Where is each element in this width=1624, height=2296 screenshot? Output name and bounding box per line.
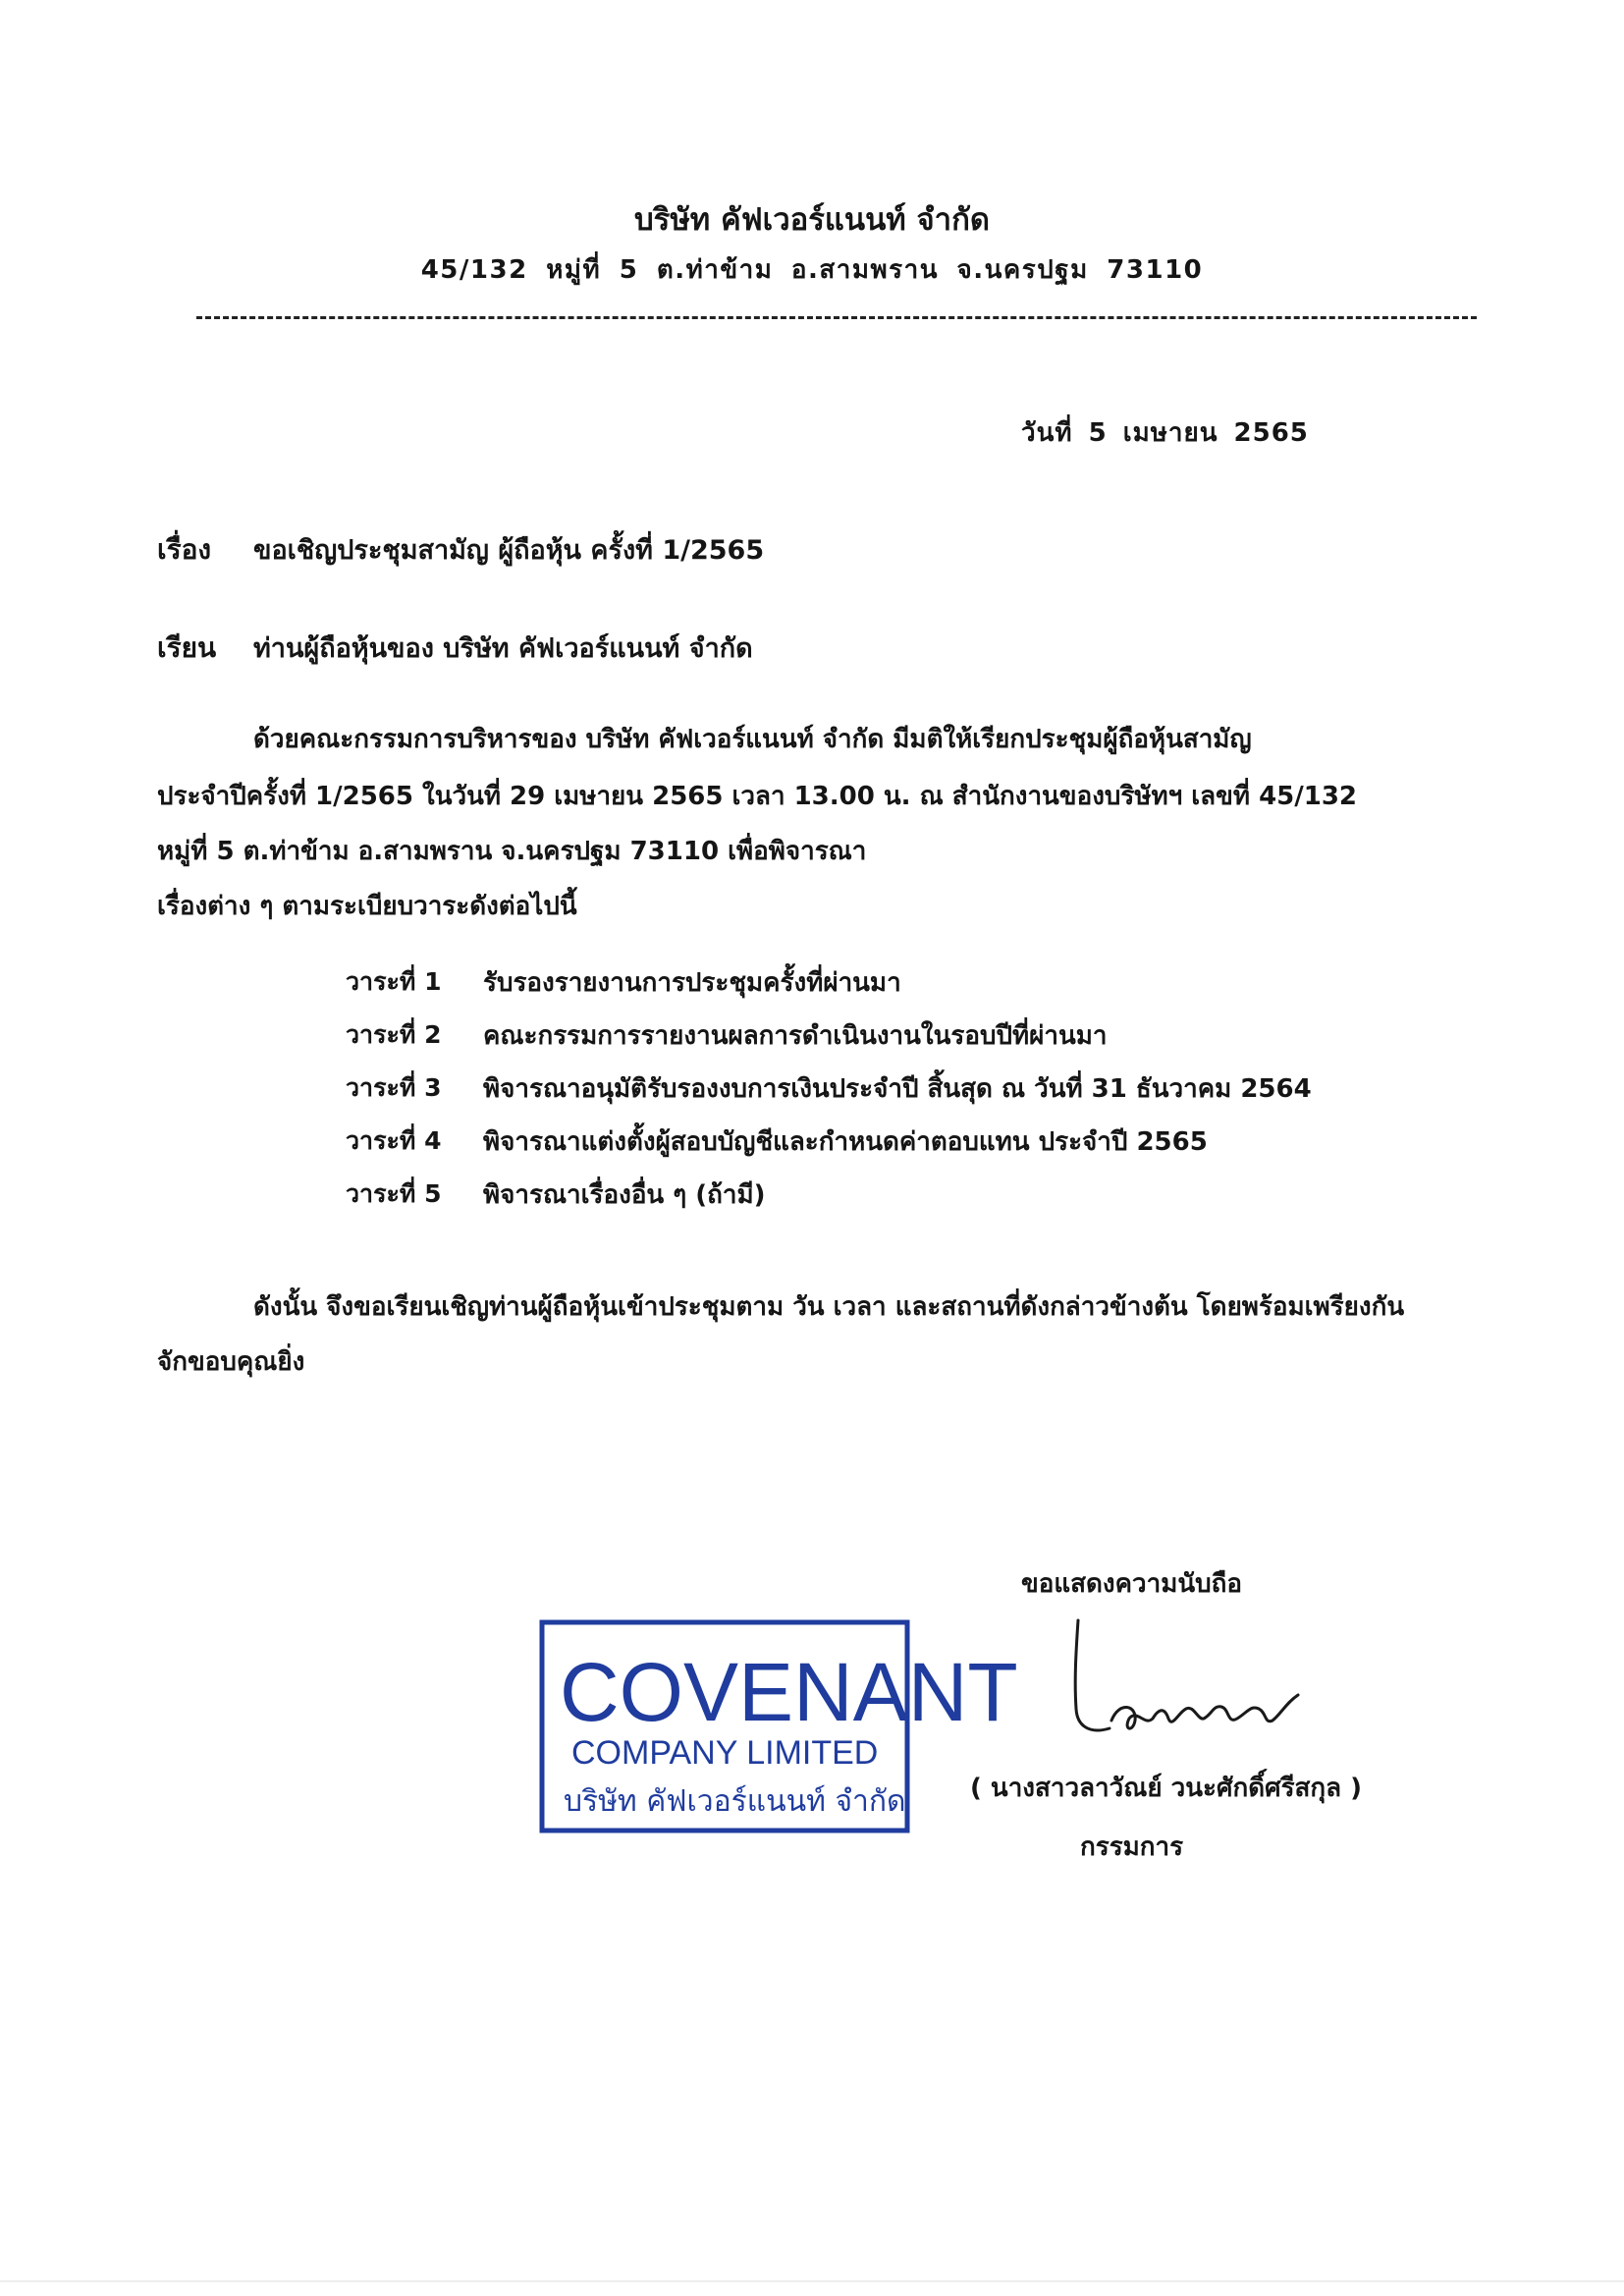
intro-line: หมู่ที่ 5 ต.ท่าข้าม อ.สามพราน จ.นครปฐม 73110 เพื่อพิจารณา [157, 837, 867, 866]
agenda-number: วาระที่ 5 [346, 1179, 442, 1208]
stamp-line-1: COVENANT [560, 1646, 1018, 1738]
company-stamp [538, 1618, 1018, 1834]
agenda-number: วาระที่ 1 [346, 967, 442, 996]
signer-name: ( นางสาวลาวัณย์ วนะศักดิ์ศรีสกุล ) [970, 1774, 1363, 1803]
company-name: บริษัท คัฟเวอร์แนนท์ จำกัด [633, 202, 990, 238]
conclusion-line: จักขอบคุณยิ่ง [157, 1347, 305, 1377]
letter-date: วันที่ 5 เมษายน 2565 [1021, 418, 1309, 448]
agenda-text: พิจารณาเรื่องอื่น ๆ (ถ้ามี) [483, 1180, 766, 1210]
agenda-text: พิจารณาอนุมัติรับรองงบการเงินประจำปี สิ้นสุด ณ วันที่ 31 ธันวาคม 2564 [483, 1074, 1312, 1104]
agenda-number: วาระที่ 4 [346, 1126, 442, 1155]
agenda-text: รับรองรายงานการประชุมครั้งที่ผ่านมา [483, 968, 901, 998]
agenda-number: วาระที่ 2 [346, 1020, 442, 1049]
conclusion-line: ดังนั้น จึงขอเรียนเชิญท่านผู้ถือหุ้นเข้าประชุมตาม วัน เวลา และสถานที่ดังกล่าวข้างต้น โดยพร้อมเพรียงกัน [253, 1292, 1405, 1322]
stamp-line-3: บริษัท คัฟเวอร์แนนท์ จำกัด [564, 1784, 906, 1819]
subject-text: ขอเชิญประชุมสามัญ ผู้ถือหุ้น ครั้งที่ 1/2565 [253, 535, 765, 566]
intro-line: เรื่องต่าง ๆ ตามระเบียบวาระดังต่อไปนี้ [157, 892, 577, 921]
recipient-label: เรียน [157, 631, 217, 664]
intro-line: ด้วยคณะกรรมการบริหารของ บริษัท คัฟเวอร์แนนท์ จำกัด มีมติให้เรียกประชุมผู้ถือหุ้นสามัญ [253, 725, 1252, 754]
signature-mark [1041, 1611, 1345, 1758]
stamp-line-2: COMPANY LIMITED [571, 1734, 879, 1772]
closing-salutation: ขอแสดงความนับถือ [1021, 1569, 1242, 1599]
agenda-text: คณะกรรมการรายงานผลการดำเนินงานในรอบปีที่ผ่านมา [483, 1021, 1108, 1051]
agenda-number: วาระที่ 3 [346, 1073, 442, 1102]
letterhead-divider [196, 316, 1477, 319]
scan-edge-line [0, 2280, 1624, 2282]
agenda-text: พิจารณาแต่งตั้งผู้สอบบัญชีและกำหนดค่าตอบแทน ประจำปี 2565 [483, 1127, 1208, 1157]
subject-label: เรื่อง [157, 533, 212, 566]
intro-line: ประจำปีครั้งที่ 1/2565 ในวันที่ 29 เมษายน 2565 เวลา 13.00 น. ณ สำนักงานของบริษัทฯ เลขที่ 45/132 [157, 782, 1358, 811]
recipient-text: ท่านผู้ถือหุ้นของ บริษัท คัฟเวอร์แนนท์ จำกัด [253, 633, 753, 664]
company-address: 45/132 หมู่ที่ 5 ต.ท่าข้าม อ.สามพราน จ.นครปฐม 73110 [420, 255, 1204, 285]
signer-title: กรรมการ [1080, 1832, 1184, 1862]
